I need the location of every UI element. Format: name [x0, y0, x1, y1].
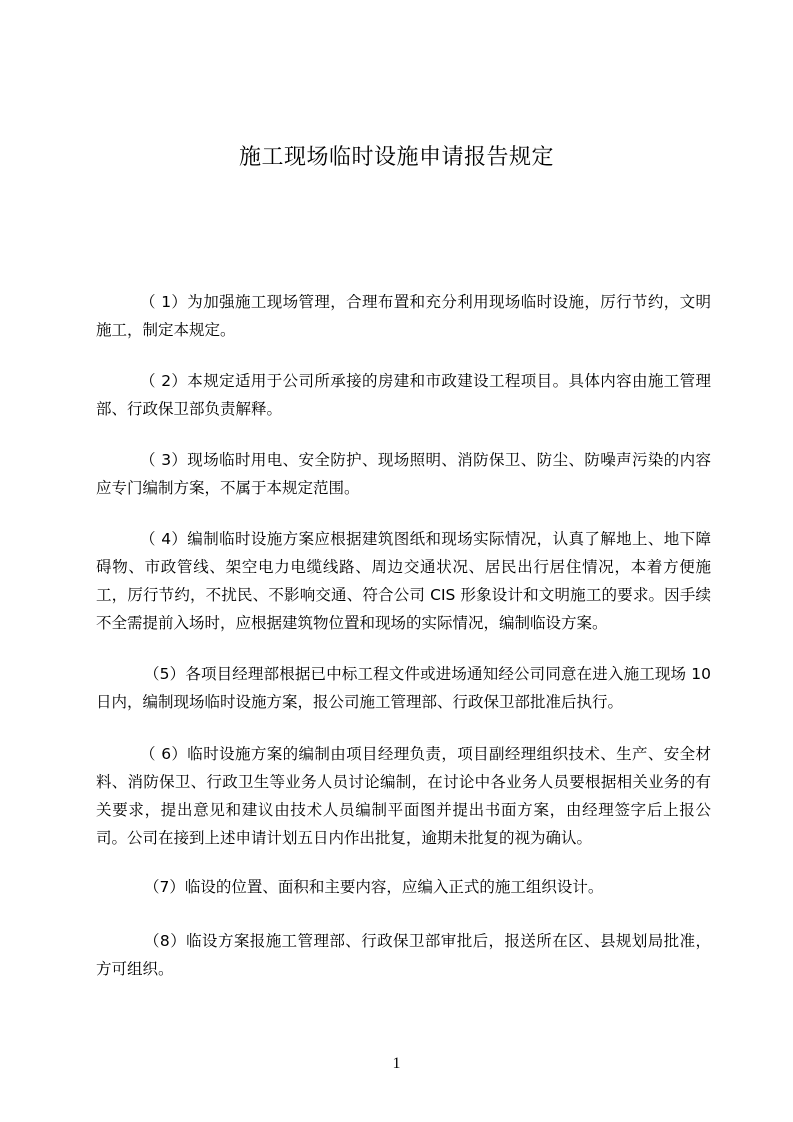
paragraph-6: （ 6）临时设施方案的编制由项目经理负责，项目副经理组织技术、生产、安全材料、消防保卫、行政卫生等业务人员讨论编制，在讨论中各业务人员要根据相关业务的有关要求，提出意见和建议由技术人员编制平面图并提出书面方案，由经理签字后上报公司。公司在接到上述申请计划五日内作出批复，逾期未批复的视为确认。 — [96, 745, 711, 847]
paragraph-4: （ 4）编制临时设施方案应根据建筑图纸和现场实际情况，认真了解地上、地下障碍物、市政管线、架空电力电缆线路、周边交通状况、居民出行居住情况，本着方便施工，厉行节约，不扰民、不影响交通、符合公司 CIS 形象设计和文明施工的要求。因手续不全需提前入场时，应根据建筑物位置和现场的实际情况，编制临设方案。 — [96, 530, 711, 632]
paragraph-2: （ 2）本规定适用于公司所承接的房建和市政建设工程项目。具体内容由施工管理部、行政保卫部负责解释。 — [96, 372, 711, 418]
paragraph-3: （ 3）现场临时用电、安全防护、现场照明、消防保卫、防尘、防噪声污染的内容应专门编制方案，不属于本规定范围。 — [96, 451, 711, 497]
document-title: 施工现场临时设施申请报告规定 — [238, 145, 554, 170]
paragraph-5: （5）各项目经理部根据已中标工程文件或进场通知经公司同意在进入施工现场 10 日内，编制现场临时设施方案，报公司施工管理部、行政保卫部批准后执行。 — [96, 665, 711, 711]
paragraph-1: （ 1）为加强施工现场管理，合理布置和充分利用现场临时设施，厉行节约，文明施工，制定本规定。 — [96, 293, 711, 339]
page-number: 1 — [392, 1055, 401, 1072]
paragraph-7: （7）临设的位置、面积和主要内容，应编入正式的施工组织设计。 — [144, 878, 604, 896]
paragraph-8: （8）临设方案报施工管理部、行政保卫部审批后，报送所在区、县规划局批准，方可组织。 — [96, 932, 711, 978]
